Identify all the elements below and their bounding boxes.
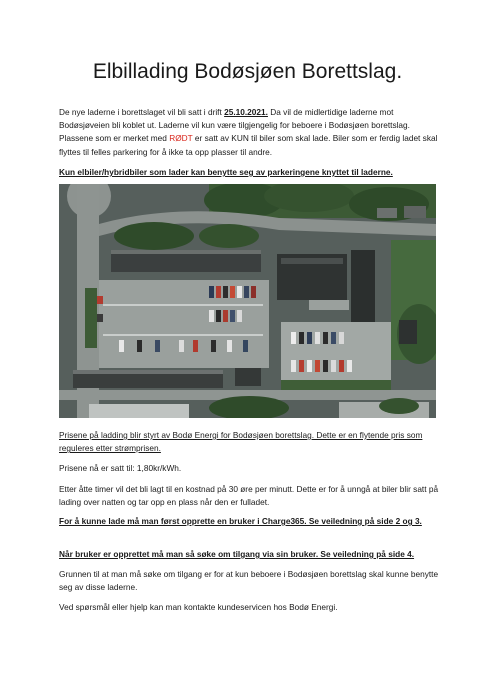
start-date: 25.10.2021. (224, 107, 268, 117)
step2-request-access: Når bruker er opprettet må man så søke om tilgang via sin bruker. Se veiledning på side 4. (59, 549, 415, 559)
aerial-photo (59, 184, 436, 418)
current-price: Prisene nå er satt til: 1,80kr/kWh. (59, 463, 182, 473)
intro-paragraph (59, 106, 439, 159)
ev-only-notice: Kun elbiler/hybridbiler som lader kan benytte seg av parkeringene knyttet til laderne. (59, 167, 393, 177)
reason-paragraph: Grunnen til at man må søke om tilgang er for at kun beboere i Bodøsjøen borettslag skal kunne benytte seg av disse laderne. (59, 569, 439, 593)
timer-fee-note: Etter åtte timer vil det bli lagt til en kostnad på 30 øre per minutt. Dette er for å unngå at biler blir satt på lading over natten og tar opp en plass når den er fulladet. (59, 484, 439, 508)
parking-aerial-map (59, 184, 436, 418)
step1-create-user: For å kunne lade må man først opprette en bruker i Charge365. Se veiledning på side 2 og 3. (59, 516, 422, 526)
price-policy-note: Prisene på ladding blir styrt av Bodø Energi for Bodøsjøen borettslag. Dette er en flytende pris som reguleres etter strømprisen. (59, 430, 423, 454)
intro-text-2: Da vil de midlertidige laderne mot Bodøsjøveien bli koblet ut. Laderne vil kun være tilgjengelig for beboere i Bodøsjøen borettslag. Plassene som er merket med (59, 107, 410, 144)
intro-text-3: er satt av KUN til biler som skal lade. Biler som er ferdig ladet skal flyttes til felles parkering for å ikke ta opp plasser til andre. (59, 133, 438, 157)
intro-text-1: De nye laderne i borettslaget vil bli satt i drift (59, 107, 225, 117)
contact-paragraph: Ved spørsmål eller hjelp kan man kontakte kundeservicen hos Bodø Energi. (59, 602, 338, 612)
red-marking-word: RØDT (169, 133, 193, 144)
page-title: Elbillading Bodøsjøen Borettslag. (92, 60, 403, 83)
